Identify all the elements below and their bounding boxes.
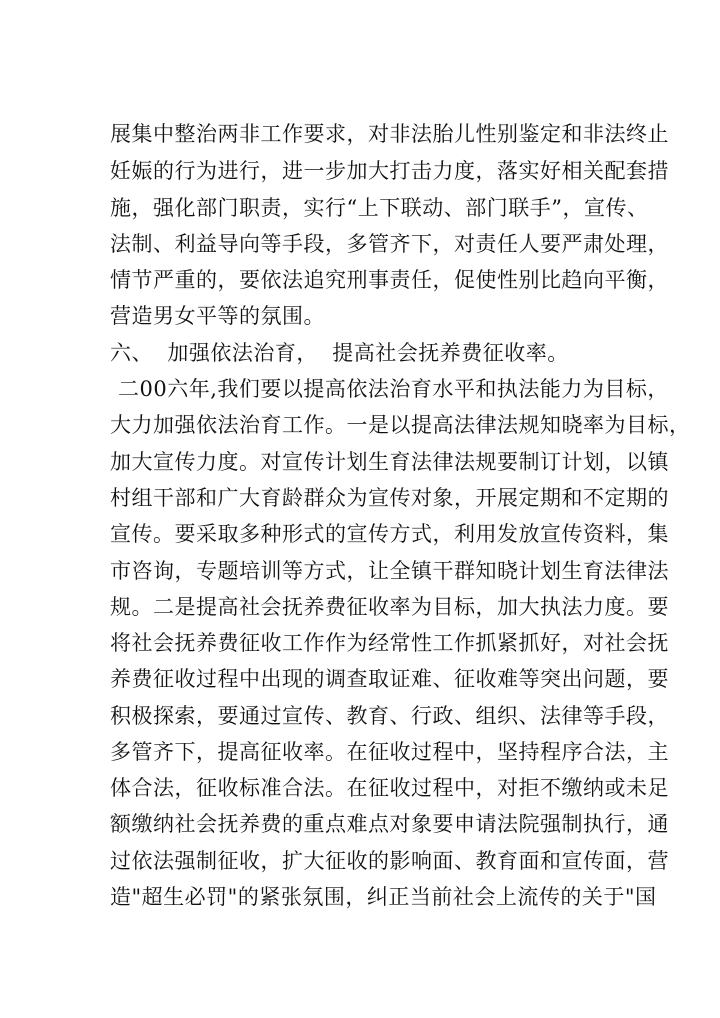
body-text-line: 养费征收过程中出现的调查取证难、征收难等突出问题，要 bbox=[110, 667, 669, 691]
body-text-line: 营造男女平等的氛围。 bbox=[110, 304, 325, 328]
body-text-line: 情节严重的，要依法追究刑事责任，促使性别比趋向平衡， bbox=[110, 268, 669, 292]
section-heading: 六、 加强依法治育， 提高社会抚养费征收率。 bbox=[110, 341, 569, 365]
body-text-line: 施，强化部门职责，实行“上下联动、部门联手”，宣传、 bbox=[110, 196, 649, 220]
body-text-line: 法制、利益导向等手段，多管齐下，对责任人要严肃处理， bbox=[110, 232, 669, 256]
body-text-line: 二00六年,我们要以提高依法治育水平和执法能力为目标， bbox=[118, 377, 669, 401]
body-text-line: 体合法，征收标准合法。在征收过程中，对拒不缴纳或未足 bbox=[110, 776, 669, 800]
body-text-line: 市咨询，专题培训等方式，让全镇干群知晓计划生育法律法 bbox=[110, 559, 669, 583]
body-text-line: 大力加强依法治育工作。一是以提高法律法规知晓率为目标， bbox=[110, 413, 691, 437]
body-text-line: 展集中整治两非工作要求，对非法胎儿性别鉴定和非法终止 bbox=[110, 122, 669, 146]
body-text-line: 过依法强制征收，扩大征收的影响面、教育面和宣传面，营 bbox=[110, 849, 669, 873]
body-text-line: 造"超生必罚"的紧张氛围，纠正当前社会上流传的关于"国 bbox=[110, 885, 657, 909]
body-text-line: 加大宣传力度。对宣传计划生育法律法规要制订计划，以镇 bbox=[110, 450, 669, 474]
body-text-line: 规。二是提高社会抚养费征收率为目标，加大执法力度。要 bbox=[110, 595, 669, 619]
body-text-line: 将社会抚养费征收工作作为经常性工作抓紧抓好，对社会抚 bbox=[110, 631, 669, 655]
body-text-line: 妊娠的行为进行，进一步加大打击力度，落实好相关配套措 bbox=[110, 159, 669, 183]
body-text-line: 额缴纳社会抚养费的重点难点对象要申请法院强制执行，通 bbox=[110, 812, 669, 836]
body-text-line: 村组干部和广大育龄群众为宣传对象，开展定期和不定期的 bbox=[110, 486, 669, 510]
body-text-line: 宣传。要采取多种形式的宣传方式，利用发放宣传资料，集 bbox=[110, 522, 669, 546]
body-text-line: 多管齐下，提高征收率。在征收过程中，坚持程序合法，主 bbox=[110, 740, 669, 764]
body-text-line: 积极探索，要通过宣传、教育、行政、组织、法律等手段， bbox=[110, 704, 669, 728]
